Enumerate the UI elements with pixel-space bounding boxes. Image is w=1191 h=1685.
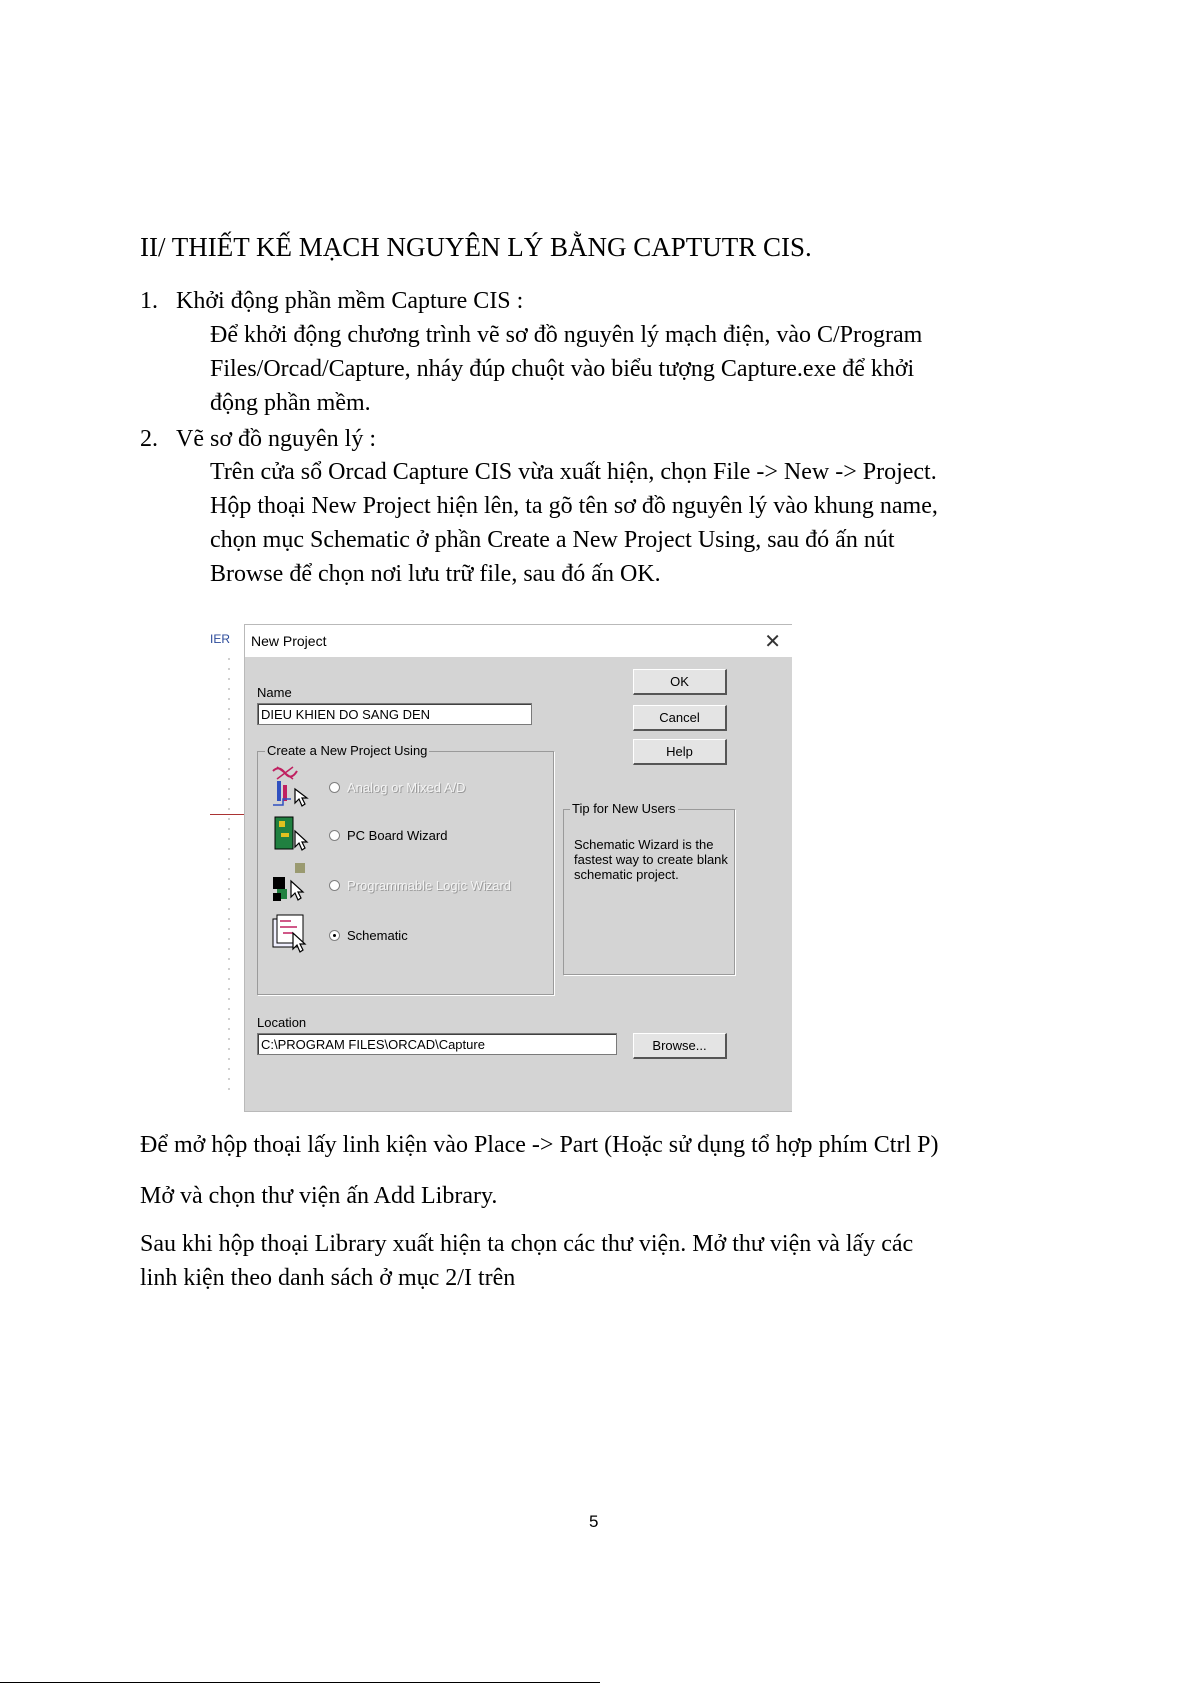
text-line: Để khởi động chương trình vẽ sơ đồ nguyên lý mạch điện, vào C/Program: [210, 322, 923, 348]
analog-radio[interactable]: [329, 782, 340, 793]
ok-button[interactable]: OK: [633, 669, 727, 695]
option-label: PC Board Wizard: [347, 828, 448, 843]
text-line: linh kiện theo danh sách ở mục 2/I trên: [140, 1265, 516, 1291]
page-number: 5: [589, 1512, 599, 1531]
tip-line: Schematic Wizard is the: [574, 837, 714, 852]
list-number: 1.: [140, 288, 158, 314]
option-label: Programmable Logic Wizard: [347, 878, 512, 893]
paragraph-library: [140, 1227, 1100, 1295]
group-title: Create a New Project Using: [267, 743, 428, 758]
schematic-icon: [271, 913, 311, 959]
cancel-button[interactable]: Cancel: [633, 705, 727, 731]
instruction-add-library: Mở và chọn thư viện ấn Add Library.: [140, 1183, 498, 1209]
list-title: Vẽ sơ đồ nguyên lý :: [176, 426, 377, 452]
dialog-titlebar: [245, 625, 792, 657]
tip-text: [574, 837, 734, 882]
option-label: Schematic: [347, 928, 408, 943]
background-label: IER: [210, 632, 231, 646]
option-pc-board[interactable]: [271, 813, 541, 863]
list-item-1: [140, 288, 523, 315]
text-line: Browse để chọn nơi lưu trữ file, sau đó ấn OK.: [210, 561, 661, 587]
tip-line: fastest way to create blank: [574, 852, 728, 867]
pcboard-icon: [271, 813, 311, 859]
help-button[interactable]: Help: [633, 739, 727, 765]
new-project-dialog: [244, 624, 792, 1112]
text-line: Hộp thoại New Project hiện lên, ta gõ tên sơ đồ nguyên lý vào khung name,: [210, 493, 938, 519]
option-schematic[interactable]: [271, 913, 541, 963]
background-grid: [224, 654, 234, 1094]
text-line: Sau khi hộp thoại Library xuất hiện ta chọn các thư viện. Mở thư viện và lấy các: [140, 1231, 914, 1257]
paragraph-2: [210, 455, 1090, 591]
location-label: Location: [257, 1015, 307, 1030]
section-heading: II/ THIẾT KẾ MẠCH NGUYÊN LÝ BẰNG CAPTUTR CIS.: [140, 232, 812, 262]
name-input[interactable]: DIEU KHIEN DO SANG DEN: [257, 703, 532, 725]
analog-icon: [271, 765, 311, 811]
tip-line: schematic project.: [574, 867, 679, 882]
instruction-place-part: Để mở hộp thoại lấy linh kiện vào Place -> Part (Hoặc sử dụng tổ hợp phím Ctrl P): [140, 1132, 939, 1158]
dialog-title: New Project: [251, 633, 327, 649]
close-icon[interactable]: ✕: [764, 631, 781, 653]
browse-button[interactable]: Browse...: [633, 1033, 727, 1059]
option-label: Analog or Mixed A/D: [347, 780, 466, 795]
logic-icon: [271, 863, 311, 909]
name-label: Name: [257, 685, 292, 700]
schematic-radio[interactable]: [329, 930, 340, 941]
text-line: Files/Orcad/Capture, nháy đúp chuột vào biểu tượng Capture.exe để khởi: [210, 356, 915, 382]
new-project-screenshot: [208, 624, 792, 1112]
logic-radio[interactable]: [329, 880, 340, 891]
list-item-2: [140, 426, 376, 453]
list-number: 2.: [140, 426, 158, 452]
option-analog[interactable]: [271, 765, 541, 815]
text-line: động phần mềm.: [210, 390, 371, 416]
text-line: chọn mục Schematic ở phần Create a New Project Using, sau đó ấn nút: [210, 527, 895, 553]
option-logic[interactable]: [271, 863, 541, 913]
text-line: Trên cửa sổ Orcad Capture CIS vừa xuất hiện, chọn File -> New -> Project.: [210, 459, 937, 485]
list-title: Khởi động phần mềm Capture CIS :: [176, 288, 524, 314]
location-input[interactable]: C:\PROGRAM FILES\ORCAD\Capture: [257, 1033, 617, 1055]
footer-rule: [0, 1682, 600, 1683]
paragraph-1: [210, 318, 1090, 420]
tip-title: Tip for New Users: [572, 801, 676, 816]
pc-board-radio[interactable]: [329, 830, 340, 841]
tip-group: [563, 809, 735, 975]
